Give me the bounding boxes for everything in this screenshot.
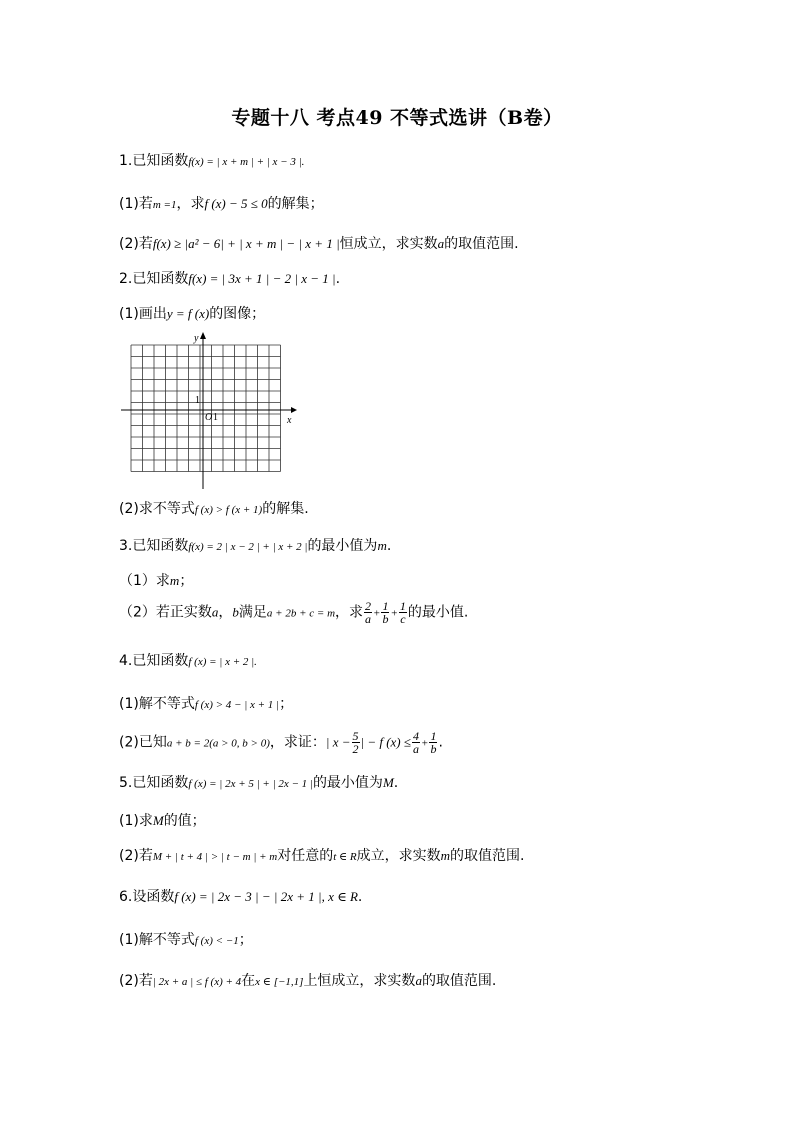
q3-p2-prefix: （2）若正实数 <box>119 604 212 621</box>
q3-intro-variable: m <box>377 538 387 553</box>
question-2-intro <box>119 268 340 288</box>
plus-sign: + <box>421 737 429 750</box>
fraction-1-over-b <box>381 600 389 625</box>
page-title: 专题十八 考点49 不等式选讲（B卷） <box>231 107 563 129</box>
q4-intro-text: 4.已知函数 <box>119 653 189 669</box>
fraction-5-over-2 <box>352 730 360 755</box>
q1-p1-suffix: 的解集； <box>267 196 324 212</box>
question-3-part-1 <box>119 570 193 590</box>
unit-x-label: 1 <box>213 412 218 423</box>
y-axis-arrow <box>200 332 206 339</box>
q1-intro-text: 1.已知函数 <box>119 153 189 169</box>
q1-p1-condition: m =1 <box>152 199 177 211</box>
q2-p2-prefix: (2)求不等式 <box>119 501 195 517</box>
question-4-part-1 <box>119 693 293 713</box>
q3-p2-separator: ， <box>218 604 233 621</box>
q3-p1-prefix: （1）求 <box>119 573 170 589</box>
q5-intro-text: 5.已知函数 <box>119 775 189 791</box>
q2-p1-prefix: (1)画出 <box>119 306 167 322</box>
q4-p2-abs-right: | − f (x) ≤ <box>360 734 412 750</box>
frac-den: a <box>413 742 420 756</box>
fraction-1-over-b <box>429 730 437 755</box>
q2-p2-inequality: f (x) > f (x + 1) <box>194 504 263 516</box>
q5-p2-text-2: 成立，求实数 <box>356 848 441 864</box>
question-6-intro <box>119 886 362 906</box>
q3-p1-variable: m <box>169 573 180 588</box>
q6-p2-text-2: 上恒成立，求实数 <box>303 973 416 989</box>
question-1-part-1 <box>119 193 324 213</box>
q3-p2-suffix: 的最小值. <box>407 604 469 621</box>
frac-den: 2 <box>352 742 359 756</box>
q6-intro-text: 6.设函数 <box>119 889 175 905</box>
q5-p2-prefix: (2)若 <box>119 848 153 864</box>
frac-num: 1 <box>382 599 389 613</box>
question-2-part-2 <box>119 498 309 518</box>
q6-p2-interval: x ∈ [−1,1] <box>255 976 304 988</box>
question-4-part-2 <box>119 730 443 755</box>
q6-p1-inequality: f (x) < −1 <box>194 935 239 947</box>
q6-p2-variable: a <box>415 973 422 988</box>
q3-p2-constraint: a + 2b + c = m <box>266 607 336 620</box>
q2-function-definition: f(x) = | 3x + 1 | − 2 | x − 1 | <box>188 271 336 286</box>
question-2-part-1 <box>119 303 265 323</box>
q3-p2-text: 满足 <box>238 604 267 621</box>
q3-p1-suffix: ； <box>179 573 194 589</box>
coordinate-grid <box>119 331 299 491</box>
q4-p2-end: . <box>438 734 443 751</box>
frac-num: 5 <box>352 729 359 743</box>
q1-p2-suffix: 的取值范围. <box>444 236 519 252</box>
question-3-part-2 <box>119 600 468 625</box>
frac-num: 4 <box>413 729 420 743</box>
q4-p2-condition: a + b = 2(a > 0, b > 0) <box>166 737 270 750</box>
q2-p2-suffix: 的解集. <box>262 501 309 517</box>
q5-p1-variable: M <box>152 813 164 828</box>
frac-den: a <box>365 612 372 626</box>
y-axis-label: y <box>194 333 199 344</box>
fraction-2-over-a <box>364 600 372 625</box>
q5-intro-end: . <box>393 775 399 791</box>
q1-p1-ask: ，求 <box>176 196 205 212</box>
q5-p2-suffix: 的取值范围. <box>450 848 525 864</box>
q4-p2-abs-left: | x − <box>325 734 351 750</box>
q4-p1-prefix: (1)解不等式 <box>119 696 195 712</box>
q3-p2-var-a: a <box>211 604 219 620</box>
q2-intro-end: . <box>335 271 341 287</box>
frac-den: c <box>400 612 406 626</box>
q1-p2-variable: a <box>437 236 445 251</box>
question-3-intro <box>119 535 391 555</box>
q5-function-definition: f (x) = | 2x + 5 | + | 2x − 1 | <box>188 778 313 790</box>
q3-p2-ask: ，求 <box>335 604 364 621</box>
x-axis-arrow <box>291 407 297 413</box>
q6-p2-prefix: (2)若 <box>119 973 153 989</box>
q5-p2-domain: t ∈ R <box>333 851 357 863</box>
q3-function-definition: f(x) = 2 | x − 2 | + | x + 2 | <box>188 541 308 553</box>
q6-p2-suffix: 的取值范围. <box>421 973 497 989</box>
q3-intro-text: 3.已知函数 <box>119 538 189 554</box>
q6-p1-prefix: (1)解不等式 <box>119 932 195 948</box>
frac-num: 1 <box>399 599 406 613</box>
q4-p2-prove: ，求证： <box>269 734 326 751</box>
q4-p2-prefix: (2)已知 <box>119 734 167 751</box>
q4-p1-inequality: f (x) > 4 − | x + 1 | <box>194 699 280 711</box>
fraction-4-over-a <box>412 730 420 755</box>
question-6-part-2 <box>119 970 496 990</box>
question-5-intro <box>119 772 398 792</box>
unit-y-label: 1 <box>195 395 200 406</box>
coordinate-grid-figure <box>119 331 299 491</box>
q3-intro-end: . <box>386 538 392 554</box>
q1-p1-prefix: (1)若 <box>119 196 153 212</box>
plus-sign: + <box>390 607 398 620</box>
question-1-part-2 <box>119 233 519 253</box>
q4-function-definition: f (x) = | x + 2 |. <box>188 656 257 668</box>
question-1-intro <box>119 150 304 170</box>
frac-den: b <box>382 612 389 626</box>
q1-p2-prefix: (2)若 <box>119 236 153 252</box>
q6-p1-suffix: ； <box>238 932 253 948</box>
fraction-1-over-c <box>399 600 407 625</box>
plus-sign: + <box>373 607 381 620</box>
q1-p2-text: 恒成立，求实数 <box>339 236 438 252</box>
frac-num: 1 <box>430 729 437 743</box>
q1-p2-inequality: f(x) ≥ |a² − 6| + | x + m | − | x + 1 | <box>152 236 340 251</box>
q5-p2-variable: m <box>440 848 451 863</box>
q2-intro-text: 2.已知函数 <box>119 271 189 287</box>
q6-function-definition: f (x) = | 2x − 3 | − | 2x + 1 |, x ∈ R <box>174 889 358 904</box>
question-4-intro <box>119 650 257 670</box>
q5-p2-inequality: M + | t + 4 | > | t − m | + m <box>152 851 278 863</box>
q6-p2-inequality: | 2x + a | ≤ f (x) + 4 <box>152 976 242 988</box>
q6-intro-end: . <box>357 889 363 905</box>
frac-num: 2 <box>365 599 372 613</box>
q1-function-definition: f(x) = | x + m | + | x − 3 |. <box>188 156 305 168</box>
frac-den: b <box>430 742 437 756</box>
q3-intro-text-2: 的最小值为 <box>307 538 378 554</box>
question-5-part-1 <box>119 810 206 830</box>
q6-p2-text: 在 <box>241 973 256 989</box>
origin-label: O <box>205 412 213 423</box>
question-6-part-1 <box>119 929 253 949</box>
q3-p2-var-b: b <box>232 604 239 620</box>
q5-p1-suffix: 的值； <box>163 813 206 829</box>
q4-p1-suffix: ； <box>279 696 294 712</box>
q2-p1-suffix: 的图像； <box>209 306 266 322</box>
q5-intro-text-2: 的最小值为 <box>312 775 383 791</box>
x-axis-label: x <box>287 415 292 426</box>
q5-p2-text: 对任意的 <box>277 848 334 864</box>
q5-intro-variable: M <box>382 775 394 790</box>
q2-p1-function: y = f (x) <box>166 306 210 321</box>
question-5-part-2 <box>119 845 524 865</box>
q5-p1-prefix: (1)求 <box>119 813 153 829</box>
q1-p1-inequality: f (x) − 5 ≤ 0 <box>204 196 268 211</box>
